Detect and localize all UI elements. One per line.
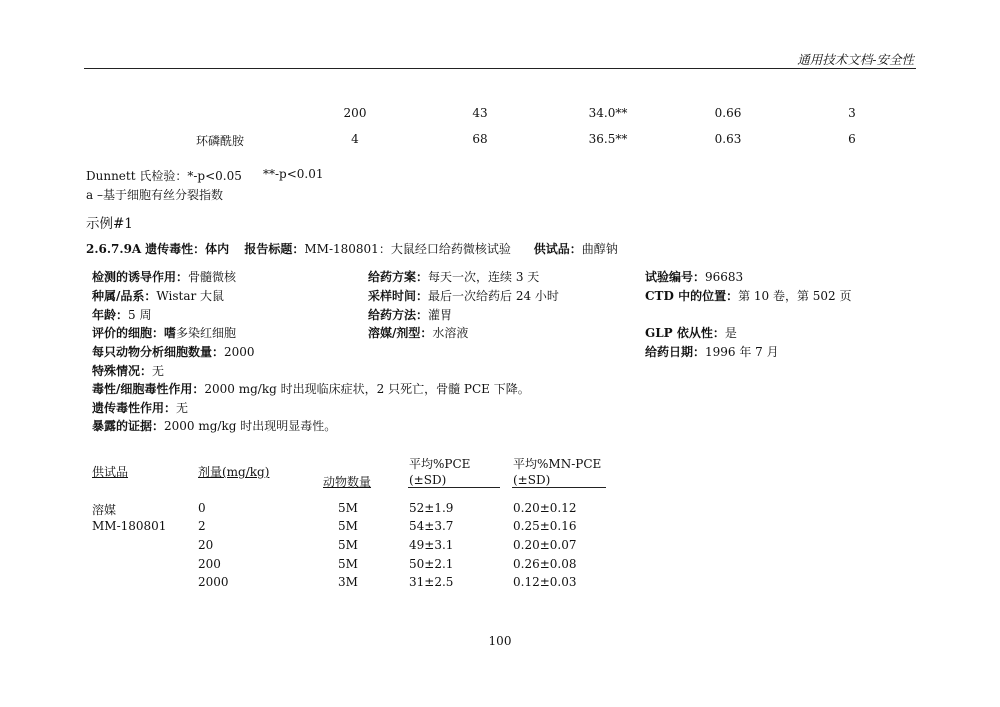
species-value: Wistar 大鼠 (156, 289, 225, 303)
top-dose-cell: 200 (343, 106, 367, 120)
regimen-value: 每天一次，连续 3 天 (428, 270, 540, 284)
cell-dose: 20 (198, 538, 214, 552)
header-pce-line1: 平均%PCE (409, 457, 471, 471)
genotox-effect-field (92, 399, 188, 416)
ctd-location-field (645, 287, 852, 304)
exposure-label: 暴露的证据： (92, 419, 165, 433)
sampling-time-label: 采样时间： (368, 289, 429, 303)
example-label: 示例#1 (86, 216, 133, 232)
cell-dose: 2 (198, 519, 206, 533)
cells-per-animal-field (92, 343, 255, 360)
age-value: 5 周 (128, 308, 152, 322)
top-label-cell: 环磷酰胺 (196, 134, 245, 148)
cell-animals: 5M (338, 557, 358, 571)
genotox-effect-value: 无 (176, 401, 189, 415)
study-number-field (645, 268, 743, 285)
sampling-time-field (368, 287, 559, 304)
cells-evaluated-field (92, 324, 236, 341)
cell-dose: 2000 (198, 575, 229, 589)
exposure-field (92, 417, 336, 434)
exposure-value: 2000 mg/kg 时出现明显毒性。 (164, 419, 337, 433)
cell-pce: 50±2.1 (409, 557, 454, 571)
test-article-value: 曲醇钠 (581, 242, 618, 256)
dosing-date-value: 1996 年 7 月 (705, 345, 779, 359)
special-features-value: 无 (152, 364, 165, 378)
toxicity-value: 2000 mg/kg 时出现临床症状，2 只死亡，骨髓 PCE 下降。 (204, 382, 530, 396)
cell-mn-pce: 0.12±0.03 (513, 575, 577, 589)
cells-per-animal-label: 每只动物分析细胞数量： (92, 345, 225, 359)
top-n-cell: 3 (848, 106, 856, 120)
cell-dose: 200 (198, 557, 221, 571)
header-mn-line2: (±SD) (513, 473, 551, 487)
sampling-time-value: 最后一次给药后 24 小时 (428, 289, 559, 303)
toxicity-label: 毒性/细胞毒性作用： (92, 382, 205, 396)
vehicle-field (368, 324, 468, 341)
cell-pce: 52±1.9 (409, 501, 454, 515)
species-label: 种属/品系： (92, 289, 157, 303)
section-number: 2.6.7.9A (86, 242, 142, 256)
special-features-field (92, 362, 164, 379)
ctd-location-value: 第 10 卷，第 502 页 (738, 289, 852, 303)
glp-field (645, 324, 737, 341)
cell-animals: 5M (338, 501, 358, 515)
top-ratio-cell: 0.66 (714, 106, 742, 120)
vehicle-value: 水溶液 (432, 326, 469, 340)
ctd-location-label: CTD 中的位置： (645, 289, 739, 303)
route-value: 灌胃 (428, 308, 453, 322)
induced-effect-field (92, 268, 236, 285)
top-count-cell: 43 (472, 106, 488, 120)
glp-value: 是 (724, 326, 737, 340)
genotox-effect-label: 遗传毒性作用： (92, 401, 177, 415)
cell-mn-pce: 0.26±0.08 (513, 557, 577, 571)
induced-effect-label: 检测的诱导作用： (92, 270, 189, 284)
top-value-cell: 34.0** (588, 106, 628, 120)
document-header-title: 通用技术文档-安全性 (797, 52, 914, 67)
section-heading (86, 240, 618, 257)
study-number-label: 试验编号： (645, 270, 706, 284)
top-dose-cell: 4 (351, 132, 359, 146)
cells-evaluated-value: 多染红细胞 (176, 326, 237, 340)
cell-animals: 5M (338, 519, 358, 533)
top-n-cell: 6 (848, 132, 856, 146)
study-number-value: 96683 (705, 270, 744, 284)
mitotic-index-note: a –基于细胞有丝分裂指数 (86, 188, 223, 202)
toxicity-field (92, 380, 530, 397)
route-field (368, 306, 452, 323)
cell-mn-pce: 0.20±0.07 (513, 538, 577, 552)
route-label: 给药方法： (368, 308, 429, 322)
header-test-article: 供试品 (92, 465, 129, 479)
cells-evaluated-prefix: 嗜 (164, 326, 177, 340)
report-title-value: MM-180801：大鼠经口给药微核试验 (304, 242, 511, 256)
cells-per-animal-value: 2000 (224, 345, 255, 359)
cell-pce: 49±3.1 (409, 538, 454, 552)
cell-article: 溶媒 (92, 503, 117, 517)
top-value-cell: 36.5** (588, 132, 628, 146)
cells-evaluated-label: 评价的细胞： (92, 326, 165, 340)
regimen-label: 给药方案： (368, 270, 429, 284)
header-pce-underline (408, 487, 500, 488)
header-pce-line2: (±SD) (409, 473, 447, 487)
cell-article: MM-180801 (92, 519, 167, 533)
p01-note: **-p<0.01 (263, 167, 324, 181)
page-number: 100 (488, 634, 512, 648)
cell-dose: 0 (198, 501, 206, 515)
dosing-date-field (645, 343, 779, 360)
header-animals: 动物数量 (323, 475, 372, 489)
age-field (92, 306, 151, 323)
top-ratio-cell: 0.63 (714, 132, 742, 146)
top-count-cell: 68 (472, 132, 488, 146)
cell-animals: 3M (338, 575, 358, 589)
dosing-date-label: 给药日期： (645, 345, 706, 359)
cell-mn-pce: 0.20±0.12 (513, 501, 577, 515)
special-features-label: 特殊情况： (92, 364, 153, 378)
species-field (92, 287, 224, 304)
report-title-label: 报告标题： (244, 242, 305, 256)
cell-pce: 31±2.5 (409, 575, 454, 589)
genotox-type-label: 遗传毒性：体内 (145, 242, 230, 256)
header-mn-line1: 平均%MN-PCE (513, 457, 602, 471)
dunnett-note: Dunnett 氏检验：*-p<0.05 (86, 169, 242, 183)
test-article-label: 供试品： (533, 242, 582, 256)
regimen-field (368, 268, 539, 285)
vehicle-label: 溶媒/剂型： (368, 326, 433, 340)
header-mn-underline (512, 487, 606, 488)
header-rule (84, 68, 916, 69)
induced-effect-value: 骨髓微核 (188, 270, 237, 284)
header-dose: 剂量(mg/kg) (198, 465, 270, 479)
cell-pce: 54±3.7 (409, 519, 454, 533)
cell-mn-pce: 0.25±0.16 (513, 519, 577, 533)
age-label: 年龄： (92, 308, 129, 322)
glp-label: GLP 依从性： (645, 326, 725, 340)
cell-animals: 5M (338, 538, 358, 552)
